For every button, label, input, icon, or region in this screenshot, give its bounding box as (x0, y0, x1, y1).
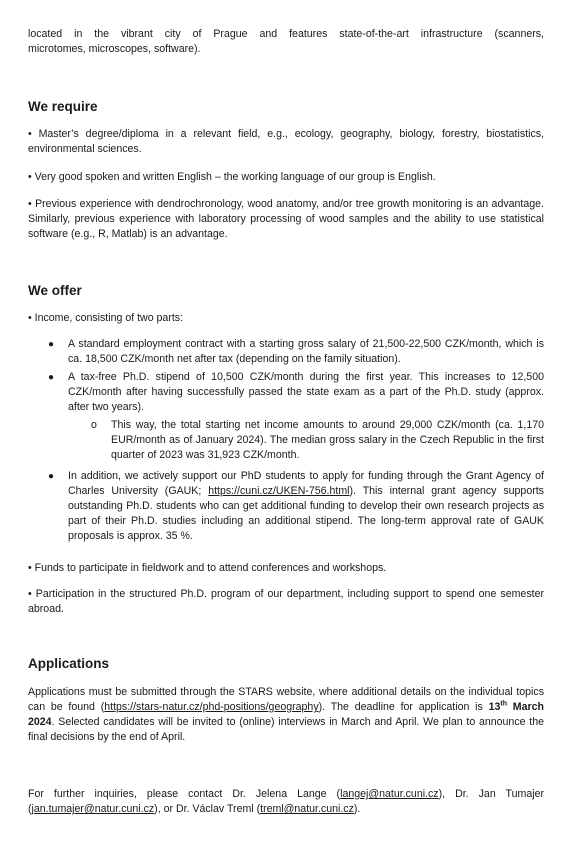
contact-text-post: ). (353, 803, 361, 815)
require-item-experience: • Previous experience with dendrochronology, wood anatomy, and/or tree growth monitoring is an advantage. Similarly, previous experience with laboratory processing of wood samples and the ability to use statistical software (e.g., R, Matlab) is an advantage. (28, 198, 544, 240)
intro-paragraph (28, 27, 544, 57)
section-title-applications: Applications (28, 656, 110, 671)
offer-gauk-funding (68, 469, 544, 544)
deadline-month-year: March 2024 (28, 701, 545, 728)
deadline-day: 13 (488, 701, 501, 713)
applications-paragraph (28, 685, 544, 745)
contact-paragraph (28, 787, 544, 817)
email-link-tumajer[interactable]: jan.tumajer@natur.cuni.cz (31, 803, 155, 815)
applications-text-mid: ). The deadline for application is (318, 701, 489, 713)
stars-link[interactable]: https://stars-natur.cz/phd-positions/geography (104, 701, 319, 713)
require-item-degree: • Master’s degree/diploma in a relevant field, e.g., ecology, geography, biology, forestry, biostatistics, environmental sciences. (28, 128, 544, 155)
bullet-dot-icon: ● (48, 339, 55, 350)
offer-funds: • Funds to participate in fieldwork and to attend conferences and workshops. (28, 562, 387, 574)
offer-income-intro: • Income, consisting of two parts: (28, 312, 184, 324)
gauk-link[interactable]: https://cuni.cz/UKEN-756.html (208, 485, 350, 497)
require-item-english: • Very good spoken and written English – the working language of our group is English. (28, 171, 436, 183)
intro-line-1: located in the vibrant city of Prague and features state-of-the-art infrastructure (scanners, (28, 28, 544, 40)
contact-text-mid2: ), or Dr. Václav Treml ( (154, 803, 261, 815)
offer-stipend: A tax-free Ph.D. stipend of 10,500 CZK/month during the first year. This increases to 12,500 CZK/month after having successfully passed the state exam as a part of the Ph.D. study (approx. after two years). (68, 371, 544, 413)
gauk-text-post: ). This internal grant agency supports outstanding Ph.D. students who can get additional funding to develop their own research projects as part of their Ph.D. studies including an additional stipend. The long-term approval rate of GAUK proposals is approx. 35 %. (68, 485, 544, 542)
section-title-offer: We offer (28, 283, 82, 298)
sub-bullet-circle-icon: o (91, 419, 97, 431)
offer-employment-contract: A standard employment contract with a starting gross salary of 21,500-22,500 CZK/month, which is ca. 18,500 CZK/month net after tax (depending on the family situation). (68, 338, 544, 365)
email-link-treml[interactable]: treml@natur.cuni.cz (260, 803, 354, 815)
offer-total-income: This way, the total starting net income amounts to around 29,000 CZK/month (ca. 1,170 EUR/month as of January 2024). The median gross salary in the Czech Republic in the first quarter of 2023 was 31,923 CZK/month. (111, 419, 544, 461)
offer-program: • Participation in the structured Ph.D. program of our department, including support to spend one semester abroad. (28, 588, 544, 615)
email-link-lange[interactable]: langej@natur.cuni.cz (340, 788, 439, 800)
applications-text-post: . Selected candidates will be invited to (online) interviews in March and April. We plan to announce the final decisions by the end of April. (28, 716, 544, 743)
intro-line-2: microtomes, microscopes, software). (28, 43, 201, 55)
gauk-text-pre: In addition, we actively support our PhD students to apply for funding through the Grant Agency of Charles University (GAUK; (68, 470, 544, 497)
section-title-require: We require (28, 99, 98, 114)
bullet-dot-icon: ● (48, 372, 55, 383)
bullet-dot-icon: ● (48, 471, 55, 482)
contact-text-mid1: ), Dr. Jan Tumajer ( (28, 788, 544, 815)
applications-text-pre: Applications must be submitted through the STARS website, where additional details on the individual topics can be found ( (28, 686, 544, 713)
contact-text-pre: For further inquiries, please contact Dr. Jelena Lange ( (28, 788, 341, 800)
deadline-suffix: th (500, 700, 508, 708)
